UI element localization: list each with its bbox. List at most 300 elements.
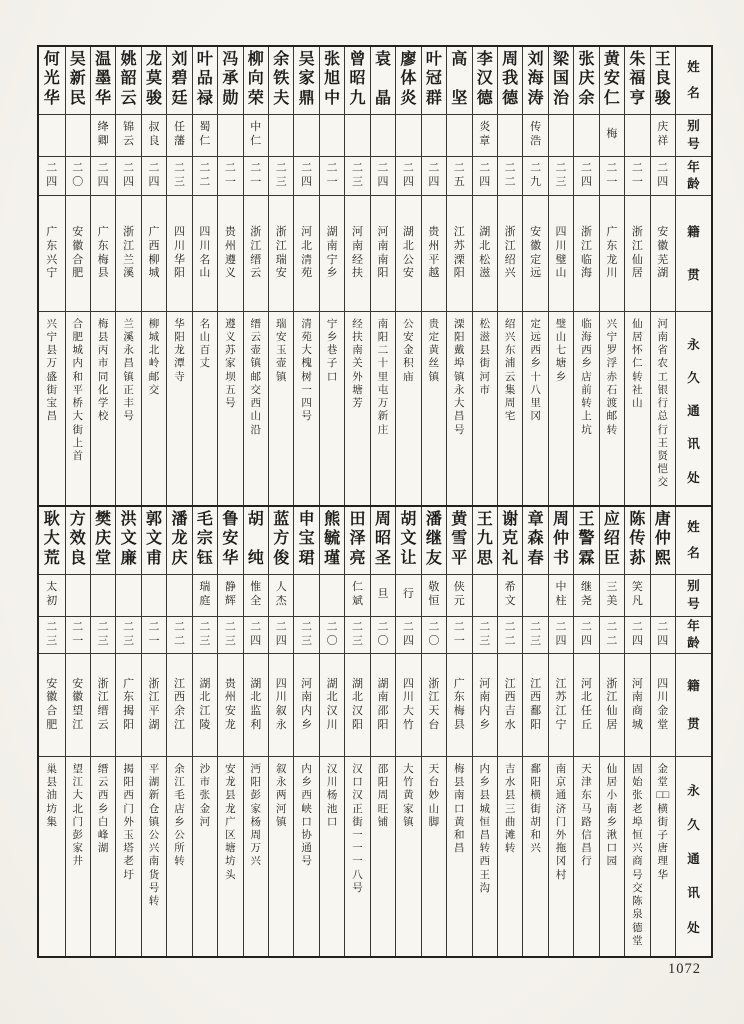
person-age: 二二 bbox=[199, 162, 211, 188]
person-address: 临海西乡店前转上坑 bbox=[581, 318, 592, 436]
person-address: 贵定黄丝镇 bbox=[428, 318, 440, 383]
person-column bbox=[370, 507, 395, 956]
person-address: 汉口汉正街一一一八号 bbox=[352, 763, 363, 894]
person-name-char: 毛 bbox=[196, 511, 213, 528]
person-column bbox=[268, 47, 293, 505]
person-address: 平湖新仓镇公兴南货号转 bbox=[148, 763, 160, 908]
person-name bbox=[574, 47, 598, 114]
person-alias: 叔良 bbox=[148, 121, 160, 148]
person-native-place: 广东兴宁 bbox=[46, 226, 58, 280]
person-age: 二四 bbox=[657, 162, 669, 188]
person-name bbox=[244, 47, 268, 114]
person-native-place: 广东揭阳 bbox=[123, 677, 135, 731]
person-column bbox=[217, 507, 242, 956]
person-native-place: 四川金堂 bbox=[657, 677, 669, 731]
person-alias: 蜀仁 bbox=[199, 121, 211, 148]
person-name-char: 华 bbox=[95, 89, 112, 107]
person-column bbox=[446, 47, 471, 505]
person-name-char: 胡 bbox=[247, 511, 264, 528]
person-name-char: 洪 bbox=[120, 511, 137, 528]
person-native-place: 河南南阳 bbox=[377, 226, 389, 280]
header-char: 龄 bbox=[687, 635, 700, 650]
person-address: 兰溪永昌镇正丰号 bbox=[123, 318, 134, 423]
person-address: 柳城北岭邮交 bbox=[148, 318, 160, 396]
person-native-place: 贵州遵义 bbox=[224, 226, 236, 280]
person-name-char: 张 bbox=[324, 51, 341, 68]
person-address: 汉川杨池口 bbox=[326, 763, 338, 828]
person-name-char: 龙 bbox=[171, 530, 188, 548]
person-name-char: 让 bbox=[400, 549, 417, 567]
header-column bbox=[675, 507, 711, 956]
person-name bbox=[447, 507, 471, 574]
person-name-char: 承 bbox=[222, 70, 239, 88]
header-char: 贯 bbox=[687, 716, 700, 731]
person-address: 固始张老埠恒兴商号交陈泉德堂 bbox=[632, 763, 643, 947]
directory-table-bottom bbox=[37, 505, 713, 958]
person-name-char: 刘 bbox=[527, 51, 544, 68]
person-name bbox=[66, 507, 90, 574]
person-column bbox=[472, 47, 497, 505]
person-address: 缙云西乡白峰湖 bbox=[97, 763, 109, 855]
person-name-char: 森 bbox=[527, 530, 544, 548]
person-native-place: 广东龙川 bbox=[606, 226, 618, 280]
person-age: 二三 bbox=[224, 621, 236, 647]
person-alias: 人杰 bbox=[275, 581, 287, 608]
person-name bbox=[600, 47, 624, 114]
person-alias: 任藩 bbox=[173, 121, 185, 148]
person-name-char: 品 bbox=[196, 70, 213, 88]
person-name-char: 新 bbox=[69, 70, 86, 88]
person-address: 邵阳周旺铺 bbox=[377, 763, 389, 828]
person-name bbox=[39, 47, 64, 114]
person-name-char: 鼎 bbox=[298, 89, 315, 107]
person-name bbox=[651, 47, 675, 114]
person-name bbox=[91, 507, 115, 574]
person-name-char: 黄 bbox=[451, 511, 468, 528]
header-name-label bbox=[676, 507, 711, 574]
header-native-place-label bbox=[676, 196, 711, 310]
person-column bbox=[319, 47, 344, 505]
person-age: 二一 bbox=[453, 621, 465, 647]
person-name bbox=[91, 47, 115, 114]
page-number: 1072 bbox=[668, 961, 701, 977]
person-native-place: 安徽定远 bbox=[530, 226, 542, 280]
person-age: 二四 bbox=[428, 162, 440, 188]
person-native-place: 安徽芜湖 bbox=[657, 226, 669, 280]
person-name-char: 王 bbox=[654, 51, 671, 68]
header-char: 姓 bbox=[687, 59, 700, 74]
person-alias: 旦 bbox=[377, 588, 389, 601]
person-name-char: 骏 bbox=[146, 89, 163, 107]
person-name-char: 思 bbox=[476, 549, 493, 567]
person-name-char: 墨 bbox=[95, 70, 112, 88]
person-name-char: 亮 bbox=[349, 549, 366, 567]
person-name-char: 亨 bbox=[629, 89, 646, 107]
person-age: 二〇 bbox=[326, 621, 338, 647]
person-address: 仙居怀仁转社山 bbox=[632, 318, 643, 410]
person-address: 河南省农工银行总行王贤恺交 bbox=[657, 318, 669, 489]
person-column bbox=[243, 507, 268, 956]
person-name-char: 陈 bbox=[629, 511, 646, 528]
person-name-char: 熙 bbox=[654, 549, 671, 567]
person-native-place: 贵州安龙 bbox=[224, 677, 236, 731]
person-address: 天津东马路信昌行 bbox=[581, 763, 592, 868]
person-age: 二三 bbox=[97, 621, 109, 647]
person-column bbox=[141, 47, 166, 505]
person-name-char: 李 bbox=[476, 51, 493, 68]
person-column bbox=[395, 47, 420, 505]
person-name-char: 宗 bbox=[196, 530, 213, 548]
person-name-char: 昭 bbox=[349, 70, 366, 88]
header-char: 通 bbox=[687, 852, 700, 867]
person-native-place: 湖北汉阳 bbox=[352, 677, 364, 731]
person-age: 二一 bbox=[72, 621, 84, 647]
person-name-char: 传 bbox=[629, 530, 646, 548]
person-name-char: 张 bbox=[578, 51, 595, 68]
person-alias: 太初 bbox=[46, 581, 58, 608]
directory-tables bbox=[37, 45, 713, 958]
person-name-char: 春 bbox=[527, 549, 544, 567]
person-name-char: 周 bbox=[502, 51, 519, 68]
person-name-char: 庆 bbox=[578, 70, 595, 88]
person-age: 二四 bbox=[580, 162, 592, 188]
person-age: 二四 bbox=[123, 162, 135, 188]
person-column bbox=[522, 507, 547, 956]
person-name-char: 泽 bbox=[349, 530, 366, 548]
person-age: 二四 bbox=[275, 621, 287, 647]
person-address: 缙云壶镇邮交西山沿 bbox=[250, 318, 262, 436]
person-native-place: 浙江瑞安 bbox=[275, 226, 287, 280]
person-address: 松滋县街河市 bbox=[479, 318, 490, 396]
person-column bbox=[65, 507, 90, 956]
person-name-char: 冯 bbox=[222, 51, 239, 68]
person-name-char: 方 bbox=[273, 530, 290, 548]
person-name-char: 德 bbox=[502, 89, 519, 107]
person-name-char: 民 bbox=[69, 89, 86, 107]
person-name-char: 良 bbox=[69, 549, 86, 567]
person-native-place: 河北任丘 bbox=[580, 677, 592, 731]
person-alias: 三美 bbox=[606, 581, 618, 608]
person-native-place: 江西吉水 bbox=[504, 677, 516, 731]
person-age: 二二 bbox=[504, 621, 516, 647]
person-name-char: 吴 bbox=[69, 51, 86, 68]
person-name-char: 华 bbox=[222, 549, 239, 567]
person-column bbox=[243, 47, 268, 505]
person-name-char: 荒 bbox=[43, 549, 60, 567]
person-alias: 敬恒 bbox=[428, 581, 440, 608]
person-name-char: 庆 bbox=[95, 530, 112, 548]
person-age: 二四 bbox=[148, 162, 160, 188]
person-native-place: 河南商城 bbox=[631, 677, 643, 731]
person-native-place: 四川大竹 bbox=[402, 677, 414, 731]
person-column bbox=[192, 507, 217, 956]
person-age: 二〇 bbox=[72, 162, 84, 188]
person-address: 璧山七塘乡 bbox=[555, 318, 567, 383]
person-name-char: 旭 bbox=[324, 70, 341, 88]
person-name-char: 圣 bbox=[374, 549, 391, 567]
person-name-char: 警 bbox=[578, 530, 595, 548]
person-name-char: 臣 bbox=[603, 549, 620, 567]
person-address: 梅县丙市同化学校 bbox=[97, 318, 109, 423]
person-column bbox=[293, 507, 318, 956]
person-name-char: 何 bbox=[43, 51, 60, 68]
header-char: 永 bbox=[687, 337, 700, 352]
person-column bbox=[293, 47, 318, 505]
person-name-char: 周 bbox=[374, 511, 391, 528]
person-column bbox=[497, 47, 522, 505]
header-alias-label bbox=[676, 575, 711, 616]
header-char: 处 bbox=[687, 920, 700, 935]
person-name bbox=[371, 507, 395, 574]
header-age-label bbox=[676, 617, 711, 654]
person-alias: 庆祥 bbox=[657, 121, 669, 148]
header-char: 讯 bbox=[687, 437, 700, 452]
person-name bbox=[320, 507, 344, 574]
person-name-char: 周 bbox=[553, 511, 570, 528]
person-column bbox=[192, 47, 217, 505]
header-char: 名 bbox=[687, 86, 700, 101]
person-name bbox=[498, 507, 522, 574]
person-age: 二四 bbox=[657, 621, 669, 647]
person-name-char: 莫 bbox=[146, 70, 163, 88]
person-name-char: 勋 bbox=[222, 89, 239, 107]
header-address-label bbox=[676, 318, 711, 505]
person-column bbox=[446, 507, 471, 956]
person-native-place: 河南内乡 bbox=[301, 677, 313, 731]
person-native-place: 四川叙永 bbox=[275, 677, 287, 731]
person-age: 二五 bbox=[453, 162, 465, 188]
person-alias: 炎章 bbox=[479, 121, 491, 148]
header-char: 名 bbox=[687, 546, 700, 561]
person-name bbox=[498, 47, 522, 114]
person-native-place: 湖北松滋 bbox=[479, 226, 491, 280]
person-native-place: 浙江绍兴 bbox=[504, 226, 516, 280]
person-age: 二九 bbox=[530, 162, 542, 188]
person-name bbox=[269, 507, 293, 574]
person-name-char: 毓 bbox=[324, 530, 341, 548]
person-address: 吉水县三曲滩转 bbox=[504, 763, 516, 855]
header-char: 永 bbox=[687, 783, 700, 798]
person-name-char: 夫 bbox=[273, 89, 290, 107]
person-name-char: 朱 bbox=[629, 51, 646, 68]
person-name-char: 书 bbox=[553, 549, 570, 567]
person-column bbox=[344, 507, 369, 956]
person-name-char: 叶 bbox=[425, 51, 442, 68]
header-char: 龄 bbox=[687, 177, 700, 192]
person-alias: 仁斌 bbox=[352, 581, 364, 608]
person-age: 二三 bbox=[301, 621, 313, 647]
person-age: 二二 bbox=[504, 162, 516, 188]
person-native-place: 四川华阳 bbox=[173, 226, 185, 280]
header-char: 贯 bbox=[687, 267, 700, 282]
person-name-char: 瑾 bbox=[324, 549, 341, 567]
person-native-place: 湖北江陵 bbox=[199, 677, 211, 731]
person-name-char: 余 bbox=[578, 89, 595, 107]
person-name-char: 坚 bbox=[451, 89, 468, 107]
person-name-char: 仲 bbox=[654, 530, 671, 548]
person-age: 二四 bbox=[97, 162, 109, 188]
person-name-char: 光 bbox=[43, 70, 60, 88]
person-name-char: 效 bbox=[69, 530, 86, 548]
person-age: 二四 bbox=[631, 621, 643, 647]
person-name-char: 仁 bbox=[603, 89, 620, 107]
person-native-place: 安徽合肥 bbox=[72, 226, 84, 280]
person-native-place: 贵州平越 bbox=[428, 226, 440, 280]
person-name-char: 吴 bbox=[298, 51, 315, 68]
person-name-char: 安 bbox=[222, 530, 239, 548]
person-alias: 瑞庭 bbox=[199, 581, 211, 608]
person-address: 仙居小南乡湫口园 bbox=[606, 763, 618, 868]
person-name bbox=[549, 507, 573, 574]
person-column bbox=[548, 507, 573, 956]
person-native-place: 河南内乡 bbox=[479, 677, 491, 731]
person-name-char: 珺 bbox=[298, 549, 315, 567]
person-name-char: 安 bbox=[603, 70, 620, 88]
person-native-place: 浙江兰溪 bbox=[123, 226, 135, 280]
person-name-char: 樊 bbox=[95, 511, 112, 528]
person-age: 二三 bbox=[46, 621, 58, 647]
person-address: 经扶南关外塘芳 bbox=[352, 318, 363, 410]
person-name-char: 王 bbox=[578, 511, 595, 528]
person-name-char: 晶 bbox=[374, 89, 391, 107]
header-char: 处 bbox=[687, 470, 700, 485]
person-name-char: 我 bbox=[502, 70, 519, 88]
person-name-char: 申 bbox=[298, 511, 315, 528]
person-name-char: 大 bbox=[43, 530, 60, 548]
person-name bbox=[142, 507, 166, 574]
person-name-char: 田 bbox=[349, 511, 366, 528]
person-native-place: 湖南宁乡 bbox=[326, 226, 338, 280]
person-name bbox=[523, 47, 547, 114]
person-name bbox=[396, 507, 420, 574]
header-char: 久 bbox=[687, 817, 700, 832]
person-alias: 静辉 bbox=[224, 581, 236, 608]
person-name-char: 群 bbox=[425, 89, 442, 107]
person-name-char: 温 bbox=[95, 51, 112, 68]
person-name-char: 堂 bbox=[95, 549, 112, 567]
person-name bbox=[625, 507, 649, 574]
person-name bbox=[422, 507, 446, 574]
person-column bbox=[599, 507, 624, 956]
person-age: 二一 bbox=[631, 162, 643, 188]
person-alias: 中柱 bbox=[555, 581, 567, 608]
person-column bbox=[65, 47, 90, 505]
person-address: 公安金积庙 bbox=[403, 318, 414, 383]
header-char: 号 bbox=[687, 596, 700, 611]
person-name-char: 甫 bbox=[146, 549, 163, 567]
person-native-place: 浙江平湖 bbox=[148, 677, 160, 731]
person-name-char: 华 bbox=[43, 89, 60, 107]
person-address: 南阳二十里屯万新庄 bbox=[377, 318, 389, 436]
person-name-char: 方 bbox=[69, 511, 86, 528]
header-char: 号 bbox=[687, 136, 700, 151]
person-name-char: 叶 bbox=[196, 51, 213, 68]
person-name-char: 廉 bbox=[120, 549, 137, 567]
person-name-char: 韶 bbox=[120, 70, 137, 88]
person-native-place: 广东梅县 bbox=[453, 677, 465, 731]
person-name bbox=[269, 47, 293, 114]
person-native-place: 湖北公安 bbox=[402, 226, 414, 280]
person-native-place: 浙江缙云 bbox=[97, 677, 109, 731]
person-name-char: 雪 bbox=[451, 530, 468, 548]
person-name-char: 向 bbox=[247, 70, 264, 88]
person-name-char: 德 bbox=[476, 89, 493, 107]
person-alias: 中仁 bbox=[250, 121, 262, 148]
person-name bbox=[66, 47, 90, 114]
person-age: 二四 bbox=[580, 621, 592, 647]
header-char: 姓 bbox=[687, 519, 700, 534]
person-native-place: 浙江天台 bbox=[428, 677, 440, 731]
person-name-char: 国 bbox=[553, 70, 570, 88]
person-name-char: 良 bbox=[654, 70, 671, 88]
person-name-char: 家 bbox=[298, 70, 315, 88]
person-column bbox=[624, 507, 649, 956]
person-age: 二四 bbox=[377, 162, 389, 188]
person-name-char: 云 bbox=[120, 89, 137, 107]
person-alias: 惟全 bbox=[250, 581, 262, 608]
person-native-place: 湖南邵阳 bbox=[377, 677, 389, 731]
person-name-char: 梁 bbox=[553, 51, 570, 68]
header-name-label bbox=[676, 47, 711, 114]
person-address: 鄱阳横街胡和兴 bbox=[530, 763, 541, 855]
person-name-char: 克 bbox=[502, 530, 519, 548]
person-column bbox=[141, 507, 166, 956]
person-column bbox=[217, 47, 242, 505]
person-alias: 希文 bbox=[504, 581, 516, 608]
header-char: 久 bbox=[687, 370, 700, 385]
person-name-char: 禄 bbox=[196, 89, 213, 107]
person-name-char: 涛 bbox=[527, 89, 544, 107]
person-address: 内乡县城恒昌转西王沟 bbox=[479, 763, 490, 894]
person-native-place: 浙江临海 bbox=[580, 226, 592, 280]
person-name-char: 王 bbox=[476, 511, 493, 528]
person-native-place: 江西鄱阳 bbox=[530, 677, 542, 731]
person-native-place: 湖北监利 bbox=[250, 677, 262, 731]
person-age: 二四 bbox=[479, 162, 491, 188]
directory-table-top bbox=[37, 45, 713, 507]
person-name-char: 铁 bbox=[273, 70, 290, 88]
person-age: 二三 bbox=[530, 621, 542, 647]
person-address: 名山百丈 bbox=[199, 318, 211, 370]
person-name bbox=[193, 47, 217, 114]
person-address: 溧阳戴埠镇永大昌号 bbox=[454, 318, 465, 436]
person-alias: 侠元 bbox=[453, 581, 465, 608]
person-address: 揭阳西门外玉塔老圩 bbox=[123, 763, 134, 881]
person-name bbox=[193, 507, 217, 574]
person-address: 金堂□□横街子唐理华 bbox=[656, 763, 670, 881]
person-name-char: 唐 bbox=[654, 511, 671, 528]
person-address: 合肥城内和平桥大街上首 bbox=[72, 318, 83, 463]
person-address: 内乡西峡口协通号 bbox=[301, 763, 312, 868]
person-column bbox=[599, 47, 624, 505]
person-name bbox=[651, 507, 675, 574]
person-age: 二三 bbox=[555, 162, 567, 188]
person-native-place: 江苏溧阳 bbox=[453, 226, 465, 280]
person-name-char: 文 bbox=[120, 530, 137, 548]
person-age: 二四 bbox=[402, 621, 414, 647]
header-char: 籍 bbox=[687, 225, 700, 240]
person-native-place: 四川名山 bbox=[199, 226, 211, 280]
person-age: 二一 bbox=[224, 162, 236, 188]
person-column bbox=[573, 507, 598, 956]
person-age: 二〇 bbox=[377, 621, 389, 647]
person-name bbox=[371, 47, 395, 114]
person-name-char: 荣 bbox=[247, 89, 264, 107]
person-name-char: 廷 bbox=[171, 89, 188, 107]
person-column bbox=[650, 47, 675, 505]
header-char: 讯 bbox=[687, 886, 700, 901]
header-char: 年 bbox=[687, 619, 700, 634]
